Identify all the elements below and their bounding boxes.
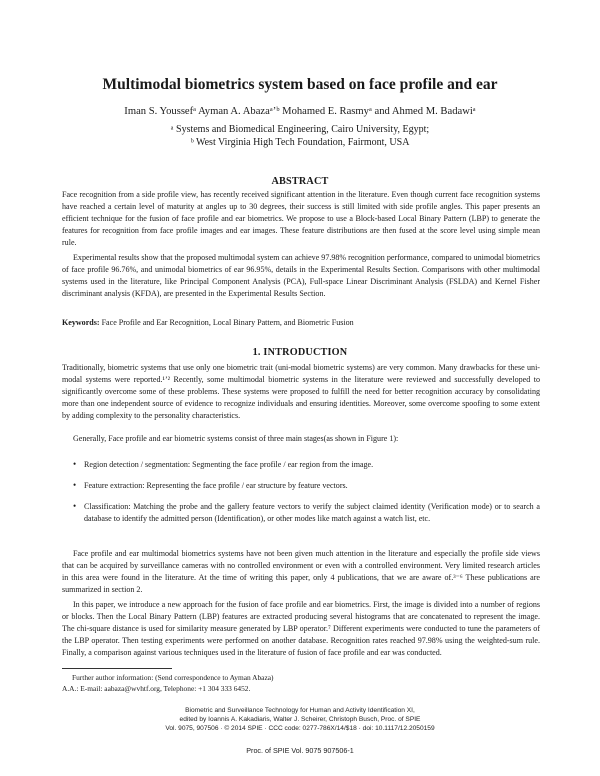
- intro-paragraph-2: Generally, Face profile and ear biometric systems consist of three main stages(as shown in Figure 1):: [73, 434, 399, 443]
- list-item: • Feature extraction: Representing the face profile / ear structure by feature vectors.: [73, 479, 348, 490]
- bullet-icon: •: [73, 459, 77, 469]
- footnote-author-info: Further author information: (Send correspondence to Ayman Abaza): [72, 673, 274, 682]
- abstract-paragraph-2: Experimental results show that the proposed multimodal system can achieve 97.98% recognition performance, compared to unimodal biometrics of face profile 96.76%, and unimodal biometrics of ear 96.95%, details in the Experimental Results Section. Comparisons with other multimodal systems used in the literature, like Principal Component Analysis (PCA), Full-space Linear Discriminant Analysis (FSLDA) and Kernel Fisher discriminant analysis (KFDA), are presented in the Experimental Results Section.: [62, 253, 540, 298]
- intro-paragraph-3: Face profile and ear multimodal biometrics systems have not been given much attention in the literature and especially the profile side views that can be acquired by surveillance cameras with no controlled environment or even with a controlled environment. Very limited research articles in this area were found in the literature. At the time of writing this paper, only 4 publications, that we are aware of.³⁻⁶ These publications are summarized in section 2.: [62, 549, 540, 594]
- affiliation-a: ᵃ Systems and Biomedical Engineering, Cairo University, Egypt;: [170, 124, 430, 135]
- abstract-paragraph-1: Face recognition from a side profile view, has recently received significant attention in the literature. Even though current face recognition systems have reached a certain level of maturity at angles up to 30 degrees, their success is still limited with side profile angles. This paper presents an efficient technique for the fusion of face profile and ear biometrics. We propose to use a Block-based Local Binary Pattern (LBP) to generate the features for recognition from face profile images and ear images. These feature distributions are then fused at the score level using simple mean rule.: [62, 190, 540, 247]
- paper-title: Multimodal biometrics system based on face profile and ear: [102, 76, 498, 93]
- introduction-heading: 1. INTRODUCTION: [252, 347, 348, 358]
- footer-citation: Biometric and Surveillance Technology for Human and Activity Identification XI, edited by Ioannis A. Kakadiaris, Walter J. Scheirer, Christoph Busch, Proc. of SPIE Vol. 9075, 907506 · © 2014 SPIE · CCC code: 0277-786X/14/$18 · doi: 10.1117/12.2050159: [165, 707, 435, 732]
- author-list: Iman S. Youssefᵃ Ayman A. Abazaᵃʼᵇ Mohamed E. Rasmyᵃ and Ahmed M. Badawiᵃ: [124, 106, 476, 117]
- keywords-text: Face Profile and Ear Recognition, Local Binary Pattern, and Biometric Fusion: [101, 318, 354, 327]
- affiliation-b: ᵇ West Virginia High Tech Foundation, Fairmont, USA: [190, 137, 410, 148]
- keywords-label: Keywords:: [62, 318, 100, 327]
- bullet-icon: •: [73, 479, 77, 490]
- intro-paragraph-4: In this paper, we introduce a new approach for the fusion of face profile and ear biometrics. First, the image is divided into a number of regions or blocks. Then the Local Binary Pattern (LBP) features are extracted producing several histograms that are concatenated to represent the image. The chi-square distance is used for similarity measure generated by LBP operator.⁷ Different experiments were conducted to tune the parameters of the LBP operator. Then testing experiments were performed on another database. Recognition rates reached 97.98% using the weighted-sum rule. Finally, a comparison against various techniques used in the literature of fusion of face profile and ear was conducted.: [62, 600, 540, 657]
- list-item: • Region detection / segmentation: Segmenting the face profile / ear region from the image.: [73, 459, 374, 469]
- page-identifier: Proc. of SPIE Vol. 9075 907506-1: [246, 746, 354, 755]
- footnote-rule: [62, 668, 172, 669]
- bullet-icon: •: [73, 500, 77, 511]
- list-item: • Classification: Matching the probe and the gallery feature vectors to verify the subject claimed identity (Verification mode) or to search a database to identify the admitted person (Identification), or other modes like match against a watch list, etc.: [73, 500, 540, 523]
- footnote-contact: A.A.: E-mail: aabaza@wvhtf.org, Telephone: +1 304 333 6452.: [62, 684, 251, 693]
- intro-paragraph-1: Traditionally, biometric systems that use only one biometric trait (uni-modal biometric systems) are very common. Many drawbacks for these uni-modal systems were reported.¹ʼ² Recently, some multimodal biometric systems in the literature were reviewed and successfully developed to significantly overcome some of these problems. These systems were proposed to fulfill the need for better recognition accuracy by consolidating more than one independent source of evidence to recognize individuals and ensuring identities. Moreover, some overcome spoofing to some extent by adding complexity to the personality characteristics.: [62, 363, 540, 420]
- abstract-heading: ABSTRACT: [271, 176, 329, 187]
- stages-list: [62, 459, 540, 525]
- keywords: [62, 317, 540, 329]
